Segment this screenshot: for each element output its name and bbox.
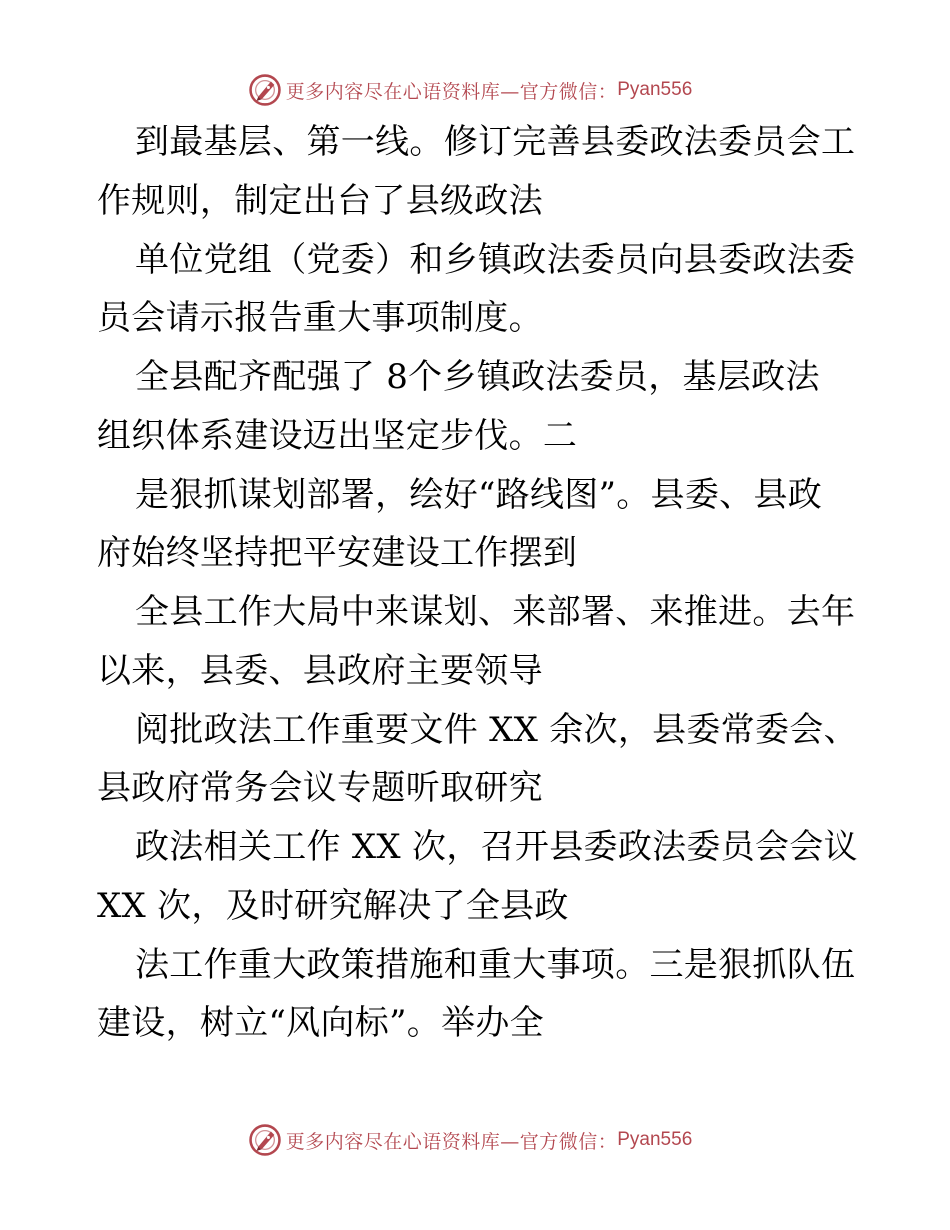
footer-watermark-wechat-id: Pyan556: [617, 1129, 693, 1150]
footer-watermark-banner: [0, 1120, 950, 1160]
text-line: 县政府常务会议专题听取研究: [97, 768, 543, 809]
header-watermark-text: 更多内容尽在心语资料库—官方微信：: [285, 80, 618, 103]
text-line: 建设，树立“风向标”。举办全: [97, 1003, 544, 1044]
text-line: 全县工作大局中来谋划、来部署、来推进。去年: [135, 592, 856, 632]
header-watermark-wechat-id: Pyan556: [617, 79, 693, 100]
text-line: 以来，县委、县政府主要领导: [97, 650, 543, 691]
text-line: 组织体系建设迈出坚定步伐。二: [97, 415, 578, 456]
text-line: 法工作重大政策措施和重大事项。三是狠抓队伍: [135, 944, 856, 985]
text-line: 全县配齐配强了 8个乡镇政法委员，基层政法: [135, 357, 820, 397]
text-line: 员会请示报告重大事项制度。: [97, 298, 543, 339]
document-body: [97, 124, 857, 1064]
pen-nib-logo-icon: [248, 73, 282, 107]
text-line: 阅批政法工作重要文件 XX 余次，县委常委会、: [135, 709, 858, 750]
footer-watermark-content: [248, 1123, 693, 1157]
text-line: 政法相关工作 XX 次，召开县委政法委员会会议: [135, 827, 858, 867]
text-line: 府始终坚持把平安建设工作摆到: [97, 533, 578, 574]
pen-nib-logo-icon: [248, 1123, 282, 1157]
header-watermark-banner: [0, 70, 950, 110]
text-line: 是狠抓谋划部署，绘好“路线图”。县委、县政: [135, 474, 823, 515]
text-line: XX 次，及时研究解决了全县政: [97, 885, 569, 926]
text-line: 单位党组（党委）和乡镇政法委员向县委政法委: [135, 239, 856, 280]
text-line: 作规则，制定出台了县级政法: [97, 180, 543, 221]
header-watermark-content: [248, 73, 693, 107]
text-line: 到最基层、第一线。修订完善县委政法委员会工: [135, 122, 856, 162]
footer-watermark-text: 更多内容尽在心语资料库—官方微信：: [285, 1130, 618, 1153]
